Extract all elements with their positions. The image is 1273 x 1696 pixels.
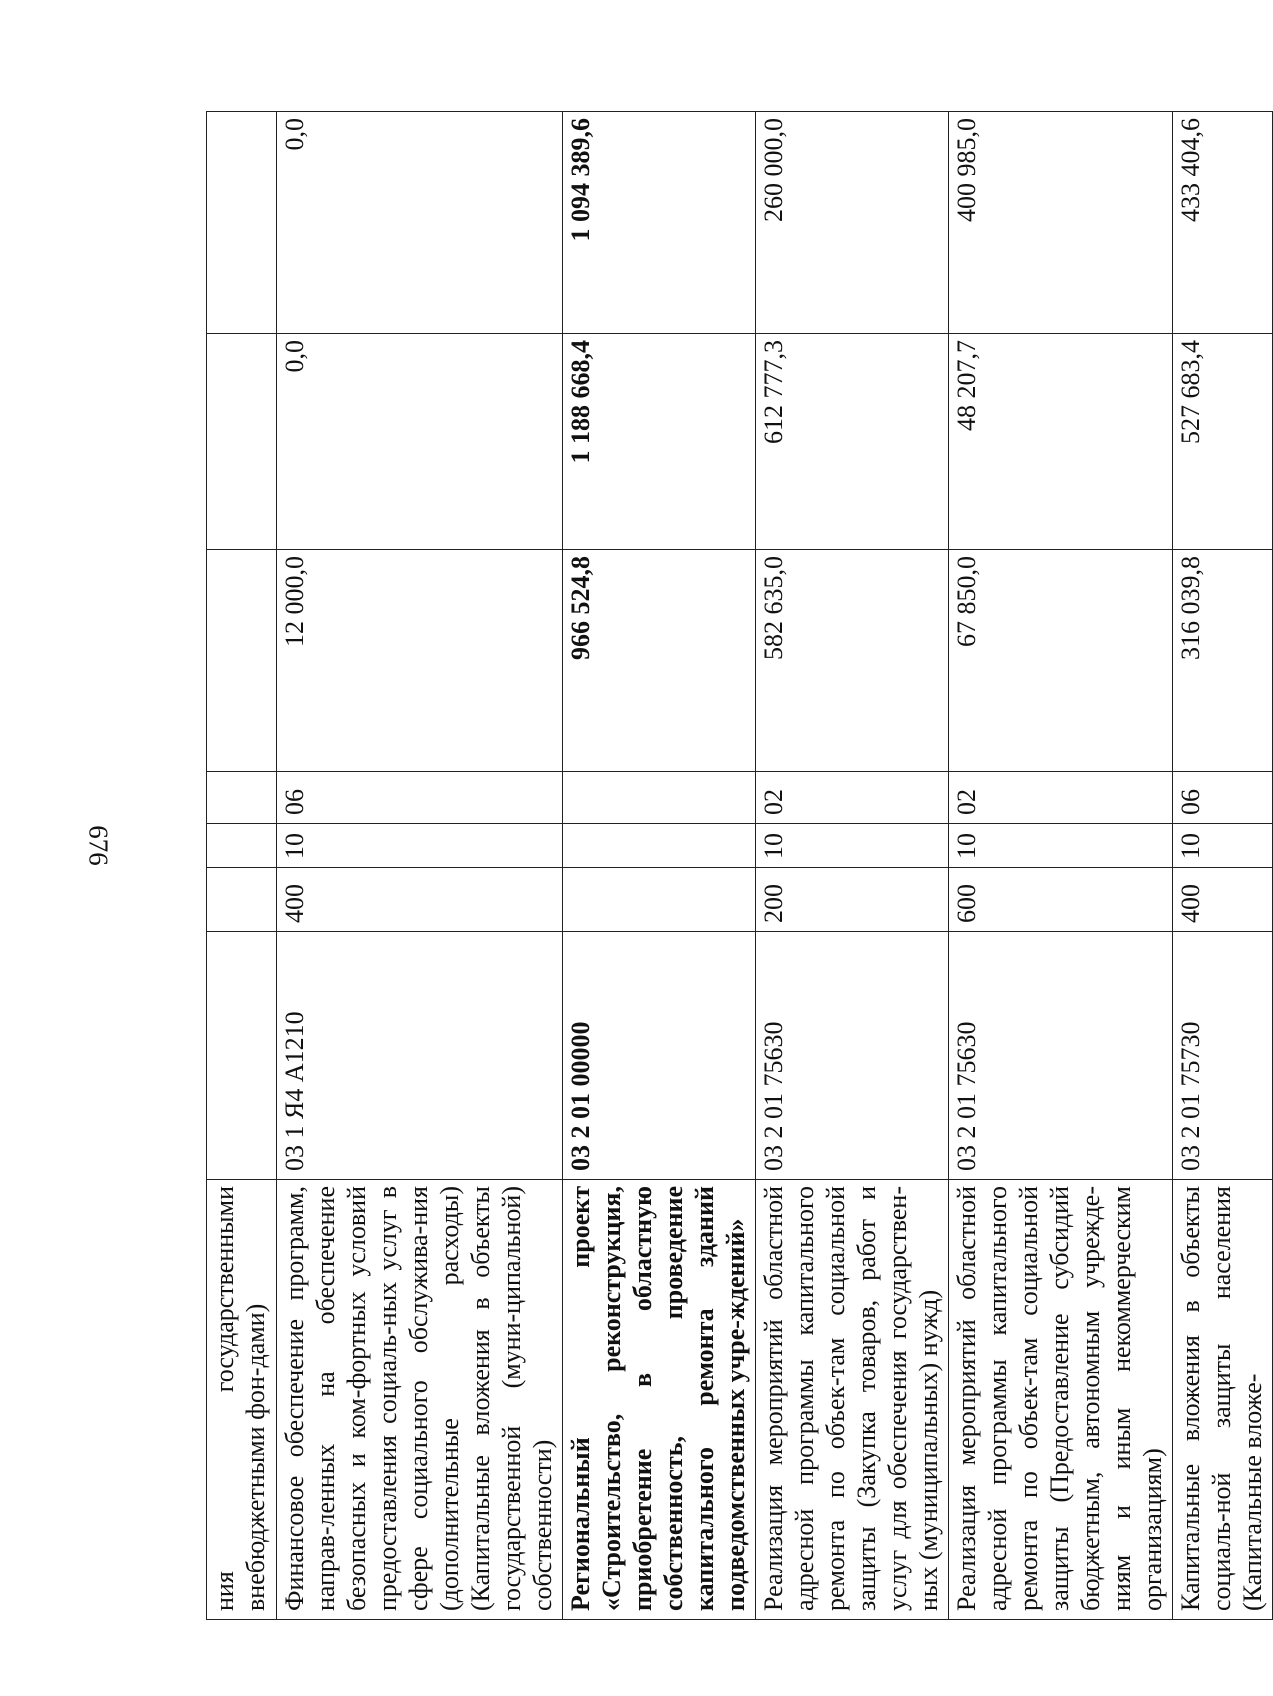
expense-type-cell: 200 <box>756 868 949 932</box>
target-article-cell <box>207 932 277 1180</box>
year3-amount-cell: 1 094 389,6 <box>563 112 756 334</box>
row-description: Финансовое обеспечение программ, направ-ленных на обеспечение безопасных и ком-фортных условий предоставления социаль-ных услуг в сфере социального обслужива-ния (дополнительные расходы) (Капитальные вложения в объекты государственной (муни-ципальной) собственности) <box>277 1180 563 1620</box>
subsection-cell: 02 <box>949 772 1173 824</box>
year2-amount-cell: 0,0 <box>277 334 563 550</box>
subsection-cell <box>563 772 756 824</box>
target-article-cell: 03 2 01 75630 <box>949 932 1173 1180</box>
expense-type-cell <box>563 868 756 932</box>
subsection-cell: 06 <box>277 772 563 824</box>
expense-type-cell: 600 <box>949 868 1173 932</box>
section-cell: 10 <box>277 824 563 868</box>
row-description: Капитальные вложения в объекты социаль-ной защиты населения (Капитальные вложе- <box>1173 1180 1273 1620</box>
expense-type-cell: 400 <box>1173 868 1273 932</box>
year2-amount-cell: 48 207,7 <box>949 334 1173 550</box>
year3-amount-cell: 260 000,0 <box>756 112 949 334</box>
row-description: Реализация мероприятий областной адресной программы капитального ремонта по объек-там социальной защиты (Закупка товаров, работ и услуг для обеспечения государствен-ных (муниципальных) нужд) <box>756 1180 949 1620</box>
year2-amount-cell <box>207 334 277 550</box>
section-cell <box>207 824 277 868</box>
table-row <box>1173 112 1273 1620</box>
year2-amount-cell: 612 777,3 <box>756 334 949 550</box>
section-cell: 10 <box>1173 824 1273 868</box>
table-row <box>949 112 1173 1620</box>
year2-amount-cell: 1 188 668,4 <box>563 334 756 550</box>
table-row-regional-project <box>563 112 756 1620</box>
year1-amount-cell: 67 850,0 <box>949 550 1173 772</box>
budget-table <box>206 111 1273 1620</box>
table-body <box>207 112 1273 1620</box>
subsection-cell: 06 <box>1173 772 1273 824</box>
expense-type-cell: 400 <box>277 868 563 932</box>
table-row <box>277 112 563 1620</box>
row-description: Реализация мероприятий областной адресной программы капитального ремонта по объек-там социальной защиты (Предоставление субсидий бюджетным, автономным учрежде-ниям и иным некоммерческим организациям) <box>949 1180 1173 1620</box>
year1-amount-cell: 582 635,0 <box>756 550 949 772</box>
section-cell: 10 <box>949 824 1173 868</box>
year3-amount-cell: 400 985,0 <box>949 112 1173 334</box>
year1-amount-cell: 966 524,8 <box>563 550 756 772</box>
year3-amount-cell <box>207 112 277 334</box>
row-description: Региональный проект «Строительство, реконструкция, приобретение в областную собственность, проведение капитального ремонта зданий подведомственных учре-ждений» <box>563 1180 756 1620</box>
year2-amount-cell: 527 683,4 <box>1173 334 1273 550</box>
table-row <box>207 112 277 1620</box>
row-description: ния государственными внебюджетными фон-дами) <box>207 1180 277 1620</box>
expense-type-cell <box>207 868 277 932</box>
subsection-cell: 02 <box>756 772 949 824</box>
budget-table-container <box>206 112 1267 1620</box>
section-cell <box>563 824 756 868</box>
year1-amount-cell <box>207 550 277 772</box>
target-article-cell: 03 2 01 75730 <box>1173 932 1273 1180</box>
section-cell: 10 <box>756 824 949 868</box>
target-article-cell: 03 2 01 00000 <box>563 932 756 1180</box>
subsection-cell <box>207 772 277 824</box>
page-number: 676 <box>83 825 114 866</box>
year3-amount-cell: 433 404,6 <box>1173 112 1273 334</box>
target-article-cell: 03 2 01 75630 <box>756 932 949 1180</box>
target-article-cell: 03 1 Я4 А1210 <box>277 932 563 1180</box>
year1-amount-cell: 12 000,0 <box>277 550 563 772</box>
year3-amount-cell: 0,0 <box>277 112 563 334</box>
year1-amount-cell: 316 039,8 <box>1173 550 1273 772</box>
table-row <box>756 112 949 1620</box>
